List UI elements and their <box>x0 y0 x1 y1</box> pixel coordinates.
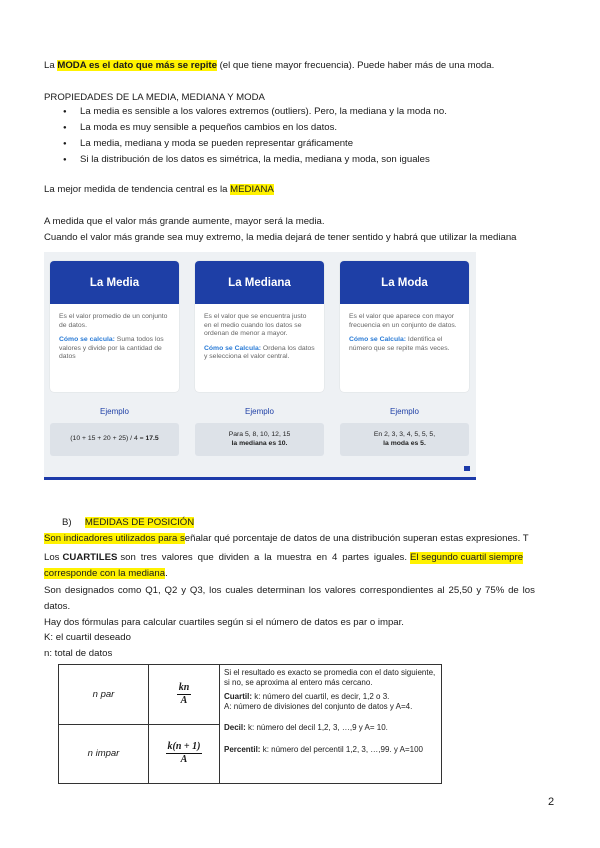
best-pre: La mejor medida de tendencia central es la <box>44 184 231 195</box>
cuartiles-pre: Los <box>44 552 60 563</box>
formula-denominator: A <box>180 754 188 766</box>
k-definition: K: el cuartil deseado <box>44 632 131 643</box>
cuartiles-mid: son tres valores que dividen a la muestra en 4 partes iguales. <box>120 552 407 563</box>
card-how <box>349 336 460 353</box>
card-body <box>340 304 469 353</box>
example-result: la moda es 5. <box>383 439 426 447</box>
desc-top: Si el resultado es exacto se promedia con el dato siguiente, si no, se aproxima al entero más cercano. <box>224 668 436 687</box>
extreme-line-1: A medida que el valor más grande aumente, mayor será la media. <box>44 216 325 227</box>
desc-decil <box>224 723 437 733</box>
best-highlight: MEDIANA <box>230 184 274 195</box>
table-row <box>59 665 442 725</box>
card-media <box>50 261 179 392</box>
section-title: MEDIDAS DE POSICIÓN <box>84 517 195 528</box>
card-how <box>59 336 170 362</box>
card-body <box>195 304 324 362</box>
row-label: n par <box>59 665 149 725</box>
example-box <box>50 423 179 456</box>
card-desc: Es el valor promedio de un conjunto de datos. <box>59 313 168 329</box>
list-item: ● Si la distribución de los datos es simétrica, la media, mediana y moda, son iguales <box>44 152 447 168</box>
formula-numerator: k(n + 1) <box>167 741 201 753</box>
desc-percentil <box>224 745 437 755</box>
percentil-label: Percentil: <box>224 744 261 754</box>
card-how-label: Cómo se Calcula: <box>204 344 262 352</box>
cuartil-label: Cuartil: <box>224 692 252 701</box>
props-list <box>44 104 447 168</box>
cuartiles-bold: CUARTILES <box>62 552 118 563</box>
example-box <box>195 423 324 456</box>
indicators-line <box>44 533 529 545</box>
formula-cell <box>149 724 220 784</box>
row-label: n impar <box>59 724 149 784</box>
card-how <box>204 345 315 362</box>
example-result: la mediana es 10. <box>231 439 288 447</box>
section-letter: B) <box>62 517 72 528</box>
example-label: Ejemplo <box>100 407 129 416</box>
card-desc: Es el valor que se encuentra justo en el medio cuando los datos se ordenan de menor a mayor. <box>204 313 307 338</box>
indicators-highlight: Son indicadores utilizados para s <box>44 533 185 544</box>
designados-line-1: Son designados como Q1, Q2 y Q3, los cuales determinan los valores correspondientes al 25,50 y 75% de los <box>44 585 535 596</box>
example-label: Ejemplo <box>245 407 274 416</box>
card-desc: Es el valor que aparece con mayor frecuencia en un conjunto de datos. <box>349 313 457 329</box>
extreme-line-2: Cuando el valor más grande sea muy extremo, la media dejará de tener sentido y habrá que utilizar la mediana <box>44 232 517 243</box>
cuartiles-line2-post: . <box>165 568 168 579</box>
cuartiles-line-2 <box>44 568 168 580</box>
corner-mark <box>464 466 470 471</box>
card-how-text: Ordena los datos y selecciona el valor central. <box>204 344 315 361</box>
bottom-divider <box>44 477 476 480</box>
example-label: Ejemplo <box>390 407 419 416</box>
central-tendency-infographic <box>44 252 476 480</box>
moda-highlight: MODA es el dato que más se repite <box>57 60 217 71</box>
indicators-post: eñalar qué porcentaje de datos de una distribución superan estas expresiones. T <box>184 533 529 544</box>
cuartiles-highlight: El segundo cuartil siempre <box>410 552 524 563</box>
cuartiles-line2-highlight: corresponde con la mediana <box>44 568 166 579</box>
card-moda <box>340 261 469 392</box>
formula-fraction <box>166 741 203 766</box>
card-how-text: Suma todos los valores y divide por la cantidad de datos <box>59 336 164 361</box>
desc-a: A: número de divisiones del conjunto de datos y A=4. <box>224 701 413 711</box>
formula-cell <box>149 665 220 725</box>
decil-text: k: número del decil 1,2, 3, …,9 y A= 10. <box>245 723 388 732</box>
cuartil-text: k: número del cuartil, es decir, 1,2 o 3. <box>252 692 390 701</box>
card-title: La Media <box>50 261 179 304</box>
formula-numerator: kn <box>178 681 190 693</box>
moda-definition <box>44 60 494 72</box>
best-measure-line <box>44 184 274 196</box>
section-b-heading <box>62 517 194 529</box>
card-how-label: Cómo se Calcula: <box>349 336 407 344</box>
card-title: La Moda <box>340 261 469 304</box>
props-title: PROPIEDADES DE LA MEDIA, MEDIANA Y MODA <box>44 92 265 103</box>
formula-denominator: A <box>180 694 188 706</box>
example-result: 17.5 <box>145 435 159 443</box>
formulas-line: Hay dos fórmulas para calcular cuartiles según si el número de datos es par o impar. <box>44 617 404 628</box>
decil-label: Decil: <box>224 723 246 732</box>
designados-line-2: datos. <box>44 601 71 612</box>
list-item: ● La media es sensible a los valores extremos (outliers). Pero, la mediana y la moda no. <box>44 104 447 120</box>
moda-post: (el que tiene mayor frecuencia). Puede haber más de una moda. <box>216 60 495 71</box>
example-text: Para 5, 8, 10, 12, 15 <box>228 431 291 438</box>
example-text: En 2, 3, 3, 4, 5, 5, 5, <box>373 431 436 438</box>
card-mediana <box>195 261 324 392</box>
formula-fraction <box>177 682 192 707</box>
percentil-text: k: número del percentil 1,2, 3, …,99. y A=100 <box>260 744 424 754</box>
moda-pre: La <box>44 60 58 71</box>
card-title: La Mediana <box>195 261 324 304</box>
n-definition: n: total de datos <box>44 648 113 659</box>
card-how-text: Identifica el número que se repite más veces. <box>349 336 450 352</box>
card-how-label: Cómo se calcula: <box>59 336 115 344</box>
list-item: ● La moda es muy sensible a pequeños cambios en los datos. <box>44 120 447 136</box>
card-body <box>50 304 179 362</box>
list-item: ● La media, mediana y moda se pueden representar gráficamente <box>44 136 447 152</box>
example-box <box>340 423 469 456</box>
desc-cuartil <box>224 692 437 702</box>
page-number: 2 <box>548 796 555 808</box>
formula-description <box>220 665 442 784</box>
cuartiles-line-1 <box>44 552 556 564</box>
example-text: (10 + 15 + 20 + 25) / 4 = <box>70 435 146 443</box>
quartile-formula-table <box>58 664 442 784</box>
